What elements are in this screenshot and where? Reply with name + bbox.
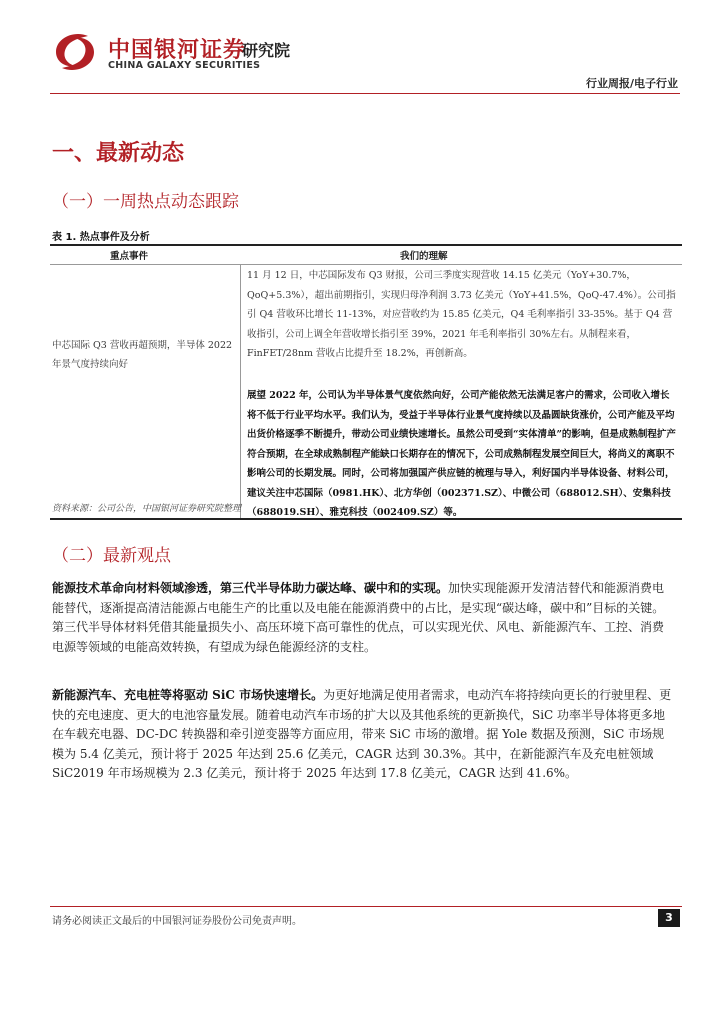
paragraph-lead: 新能源汽车、充电桩等将驱动 SiC 市场快速增长。 xyxy=(52,688,324,702)
table-header-analysis: 我们的理解 xyxy=(400,251,448,262)
table-bottom-rule xyxy=(50,518,682,520)
paragraph-body: 为更好地满足使用者需求，电动汽车将持续向更长的行驶里程、更快的充电速度、更大的电池容量发展。随着电动汽车市场的扩大以及其他系统的更新换代，SiC 功率半导体将更多地在车载充电器、DC-DC 转换器和牵引逆变器等方面应用，带来 SiC 市场的激增。据 Yole 数据及预测，SiC 市场规模为 5.4 亿美元，预计将于 2025 年达到 25.6 亿美元，CAGR 达到 30.3%。其中，在新能源汽车及充电桩领域 SiC2019 年市场规模为 2.3 亿美元，预计将于 2025 年达到 17.8 亿美元，CAGR 达到 41.6%。 xyxy=(52,688,672,781)
table-cell-analysis-facts: 11 月 12 日，中芯国际发布 Q3 财报，公司三季度实现营收 14.15 亿美元（YoY+30.7%，QoQ+5.3%），超出前期指引，实现归母净利润 3.73 亿美元（YoY+41.5%，QoQ-47.4%）。公司指引 Q4 营收环比增长 11-13%，对应营收约为 15.85 亿美元，Q4 毛利率指引 33-35%。基于 Q4 营收指引，公司上调全年营收增长指引至 39%，2021 年毛利率指引 30%左右。从制程来看，FinFET/28nm 营收占比提升至 18.2%，再创新高。 xyxy=(247,270,676,359)
table-source-note: 资料来源：公司公告，中国银河证券研究院整理 xyxy=(52,504,242,514)
table-cell-event: 中芯国际 Q3 营收再超预期，半导体 2022 年景气度持续向好 xyxy=(52,340,233,370)
table-header-row xyxy=(50,248,682,264)
page-header xyxy=(50,30,680,90)
institute-label: 研究院 xyxy=(242,41,291,60)
document-type: 行业周报/电子行业 xyxy=(585,77,678,90)
subsection-title-hot-events: （一）一周热点动态跟踪 xyxy=(52,192,239,212)
table-caption: 表 1. 热点事件及分析 xyxy=(52,232,150,243)
galaxy-logo-icon xyxy=(50,30,100,74)
logo-chinese-name: 中国银河证券 xyxy=(108,38,247,63)
section-title: 一、最新动态 xyxy=(52,141,185,166)
paragraph-body: 加快实现能源开发清洁替代和能源消费电能替代，逐渐提高清洁能源占电能生产的比重以及电能在能源消费中的占比，是实现“碳达峰，碳中和”目标的关键。第三代半导体材料凭借其能量损失小、高压环境下高可靠性的优点，可以实现光伏、风电、新能源汽车、工控、消费电源等领域的电能高效转换，有望成为绿色能源经济的支柱。 xyxy=(52,581,665,654)
table-top-rule xyxy=(50,244,682,246)
paragraph-sic-market xyxy=(52,686,674,784)
paragraph-lead: 能源技术革命向材料领域渗透，第三代半导体助力碳达峰、碳中和的实现。 xyxy=(52,581,449,595)
table-header-event: 重点事件 xyxy=(110,251,149,262)
header-divider xyxy=(50,93,680,94)
table-cell-analysis-view: 展望 2022 年，公司认为半导体景气度依然向好，公司产能依然无法满足客户的需求，公司收入增长将不低于行业平均水平。我们认为，受益于半导体行业景气度持续以及晶圆缺货涨价，公司产能及平均出货价格逐季不断提升，带动公司业绩快速增长。虽然公司受到“实体清单”的影响，但是成熟制程扩产符合预期，在全球成熟制程产能缺口长期存在的情况下，公司成熟制程发展空间巨大，将尚义的离职不影响公司的长期发展。同时，公司将加强国产供应链的梳理与导入，利好国内半导体设备、材料公司，建议关注中芯国际（0981.HK）、北方华创（002371.SZ）、中微公司（688012.SH）、安集科技（688019.SH）、雅克科技（002409.SZ）等。 xyxy=(247,390,676,518)
subsection-title-latest-views: （二）最新观点 xyxy=(52,546,171,566)
logo-english-name: CHINA GALAXY SECURITIES xyxy=(108,60,261,71)
table-column-divider xyxy=(240,264,241,518)
page-number: 3 xyxy=(658,909,680,927)
footer-disclaimer: 请务必阅读正文最后的中国银河证券股份公司免责声明。 xyxy=(52,916,302,927)
footer-divider xyxy=(50,906,682,907)
table-header-rule xyxy=(50,264,682,265)
paragraph-energy-revolution xyxy=(52,579,674,657)
